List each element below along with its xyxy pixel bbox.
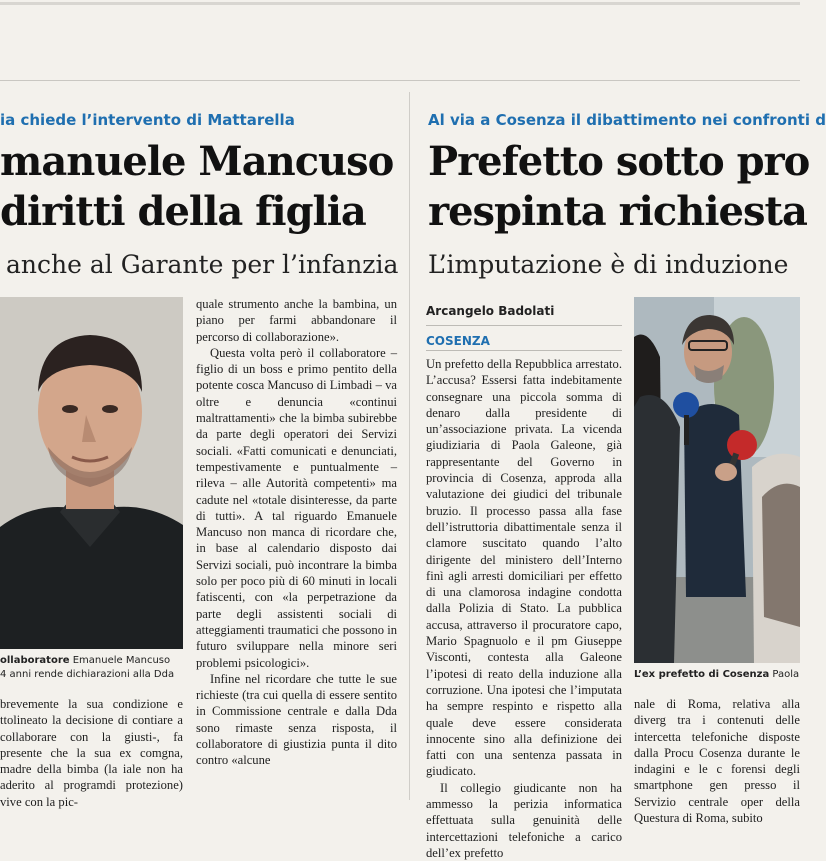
location-rule (426, 350, 622, 351)
left-col1-bottom-text (0, 696, 183, 809)
right-headline-line1: Prefetto sotto pro (428, 138, 810, 185)
right-caption-rest: Paola (769, 669, 800, 680)
right-col1-paragraph-1: Un prefetto della Repubblica arrestato. L’accusa? Essersi fatta indebitamente consegnare una piccola somma di denaro dalla presidente di un’associazione privata. La vicenda giudiziaria di Paola Galeone, già rappresentante del Governo in provincia di Cosenza, approda alla valutazione dei giudici del tribunale bruzio. Il processo passa alla fase dell’istruttoria dibattimentale senza il clamore suscitato quando l’alto dirigente del ministero dell’Interno finì agli arresti domiciliari per effetto di una clamorosa indagine condotta dalla Polizia di Stato. La pubblica accusa, attraverso il procuratore capo, Mario Spagnuolo e il pm Giuseppe Visconti, contesta alla Galeone l’ipotesi di reato della induzione alla corruzione. Una ipotesi che l’imputata ha sempre respinto e rispetto alla quale deve essere considerata innocente sino alla definizione dei fatti con una sentenza passata in giudicato. (426, 357, 622, 779)
right-kicker: Al via a Cosenza il dibattimento nei confronti d (428, 111, 826, 129)
right-byline: Arcangelo Badolati (426, 304, 555, 318)
left-col1-bottom-paragraph: brevemente la sua condizione e ttolineato la decisione di contiare a collaborare con la giusti-, fa presente che la sua ex comgna, madre della bimba (la iale non ha aderito al programdi protezione) vive con la pic- (0, 697, 183, 809)
right-headline-line2: respinta richiesta (428, 188, 807, 235)
left-headline-line2: diritti della figlia (0, 188, 366, 235)
left-caption-bold: ollaboratore (0, 655, 70, 666)
left-photo-caption-line2: 4 anni rende dichiarazioni alla Dda (0, 669, 175, 680)
section-rule (0, 80, 800, 81)
left-headline-line1: manuele Mancuso (0, 138, 394, 185)
column-divider (409, 92, 410, 800)
right-photo-caption (634, 668, 800, 682)
left-subhead: anche al Garante per l’infanzia (6, 250, 399, 279)
right-location: COSENZA (426, 334, 490, 348)
left-col2-paragraph-3: Infine nel ricordare che tutte le sue richieste (tra cui quella di essere sentito in Commissione centrale e dalla Dda sono rimaste senza risposta, il collaboratore di giustizia punta il dito contro «alcune (196, 671, 397, 768)
right-col2-bottom-text (634, 696, 800, 826)
left-col2-paragraph-2: Questa volta però il collaboratore – figlio di un boss e primo pentito della potente cosca Mancuso di Limbadi – va oltre e denuncia «continui maltrattamenti» che la bimba subirebbe da parte degli operatori dei Servizi sociali. «Fatti comunicati e denunciati, tempestivamente e puntualmente – rileva – alle Autorità competenti» ma cadute nel «totale disinteresse, da parte di tutti». A tal riguardo Emanuele Mancuso non manca di ricordare che, in base al calendario disposto dai Servizi sociali, può incontrare la bimba solo per poco più di 60 minuti in locali fatiscenti, con «la perpetrazione da parte degli assistenti sociali di atteggiamenti traumatici che possono in futuro sviluppare nella minore seri problemi psicologici». (196, 345, 397, 670)
left-caption-rest: Emanuele Mancuso (69, 655, 171, 666)
left-photo-caption-line1 (0, 654, 185, 668)
mancuso-photo (0, 297, 183, 649)
page-top-rule (0, 2, 800, 5)
left-kicker: ia chiede l’intervento di Mattarella (0, 111, 295, 129)
right-subhead: L’imputazione è di induzione (428, 250, 789, 279)
left-col2-text (196, 296, 397, 800)
byline-rule (426, 325, 622, 326)
right-col1-paragraph-2: Il collegio giudicante non ha ammesso la perizia informatica effettuata sulla genuinità delle intercettazioni telefoniche a carico dell’ex prefetto (426, 780, 622, 860)
right-caption-bold: L’ex prefetto di Cosenza (634, 669, 770, 680)
galeone-photo (634, 297, 800, 663)
left-col2-paragraph-1: quale strumento anche la bambina, un piano per farmi abbandonare il percorso di collaborazione». (196, 297, 397, 344)
right-col1-text (426, 356, 622, 860)
right-col2-bottom-paragraph: nale di Roma, relativa alla diverg tra i contenuti delle intercetta telefoniche disposte dalla Procu Cosenza durante le indagini e le c forensi degli smartphone gen presso il Servizio centrale oper della Questura di Roma, subito (634, 697, 800, 826)
